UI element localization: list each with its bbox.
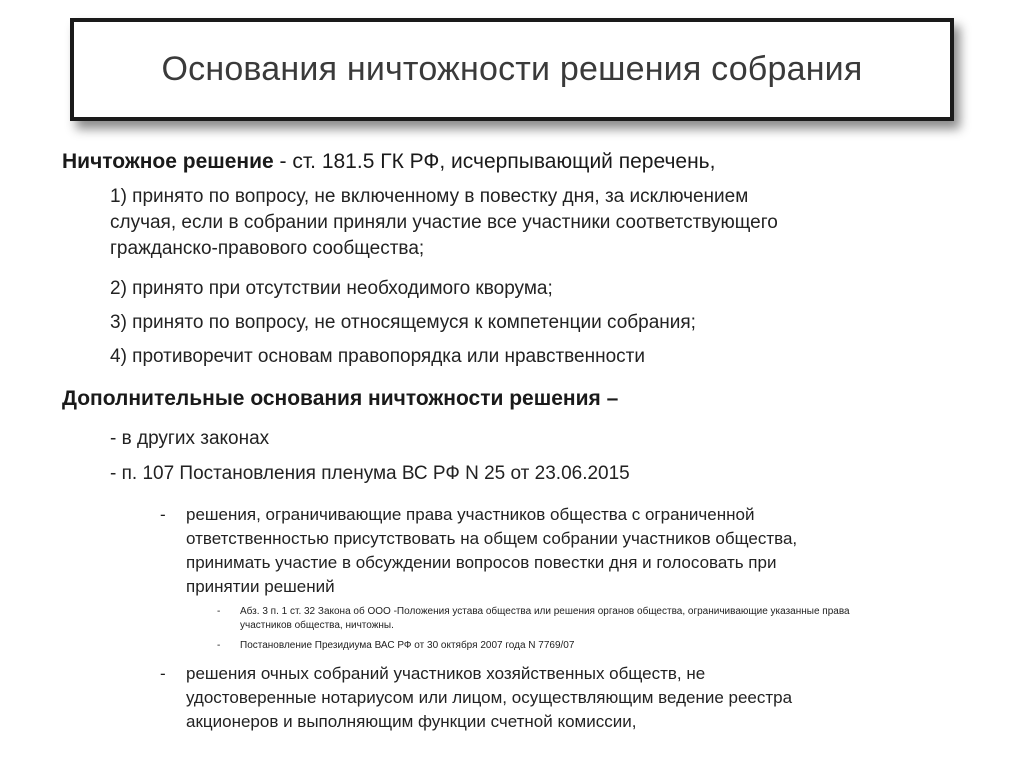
section1-heading — [62, 150, 715, 174]
bullet1-dash: - — [160, 505, 166, 524]
section1-heading-rest: - ст. 181.5 ГК РФ, исчерпывающий перечень, — [273, 150, 716, 173]
bullet2-line2: удостоверенные нотариусом или лицом, осуществляющим ведение реестра — [186, 688, 793, 707]
item3: 3) принято по вопросу, не относящемуся к компетенции собрания; — [110, 312, 696, 333]
item2: 2) принято при отсутствии необходимого кворума; — [110, 278, 553, 299]
bullet1-line1: решения, ограничивающие права участников общества с ограниченной — [186, 505, 755, 524]
sub-plenum-107: - п. 107 Постановления пленума ВС РФ N 25 от 23.06.2015 — [110, 463, 630, 484]
note2-dash: - — [217, 640, 221, 651]
note1-dash: - — [217, 606, 221, 617]
sub-other-laws: - в других законах — [110, 428, 270, 449]
bullet1-line3: принимать участие в обсуждении вопросов повестки дня и голосовать при — [186, 553, 777, 572]
bullet2-line3: акционеров и выполняющим функции счетной комиссии, — [186, 712, 637, 731]
bullet1-line2: ответственностью присутствовать на общем собрании участников общества, — [186, 529, 798, 548]
slide-title: Основания ничтожности решения собрания — [161, 50, 863, 88]
note1-line1: Абз. 3 п. 1 ст. 32 Закона об ООО -Положения устава общества или решения органов общества, ограничивающие указанные права — [240, 606, 850, 617]
item1-line1: 1) принято по вопросу, не включенному в повестку дня, за исключением — [110, 186, 749, 207]
item1-line2: случая, если в собрании приняли участие все участники соответствующего — [110, 212, 778, 233]
note2: Постановление Президиума ВАС РФ от 30 октября 2007 года N 7769/07 — [240, 640, 575, 651]
bullet1-line4: принятии решений — [186, 577, 335, 596]
section2-heading: Дополнительные основания ничтожности решения – — [62, 387, 619, 410]
item1-line3: гражданско-правового сообщества; — [110, 238, 425, 259]
item4: 4) противоречит основам правопорядка или нравственности — [110, 346, 645, 367]
note1-line2: участников общества, ничтожны. — [240, 620, 394, 631]
section1-heading-bold: Ничтожное решение — [62, 150, 274, 173]
bullet2-dash: - — [160, 664, 166, 683]
bullet2-line1: решения очных собраний участников хозяйственных обществ, не — [186, 664, 706, 683]
